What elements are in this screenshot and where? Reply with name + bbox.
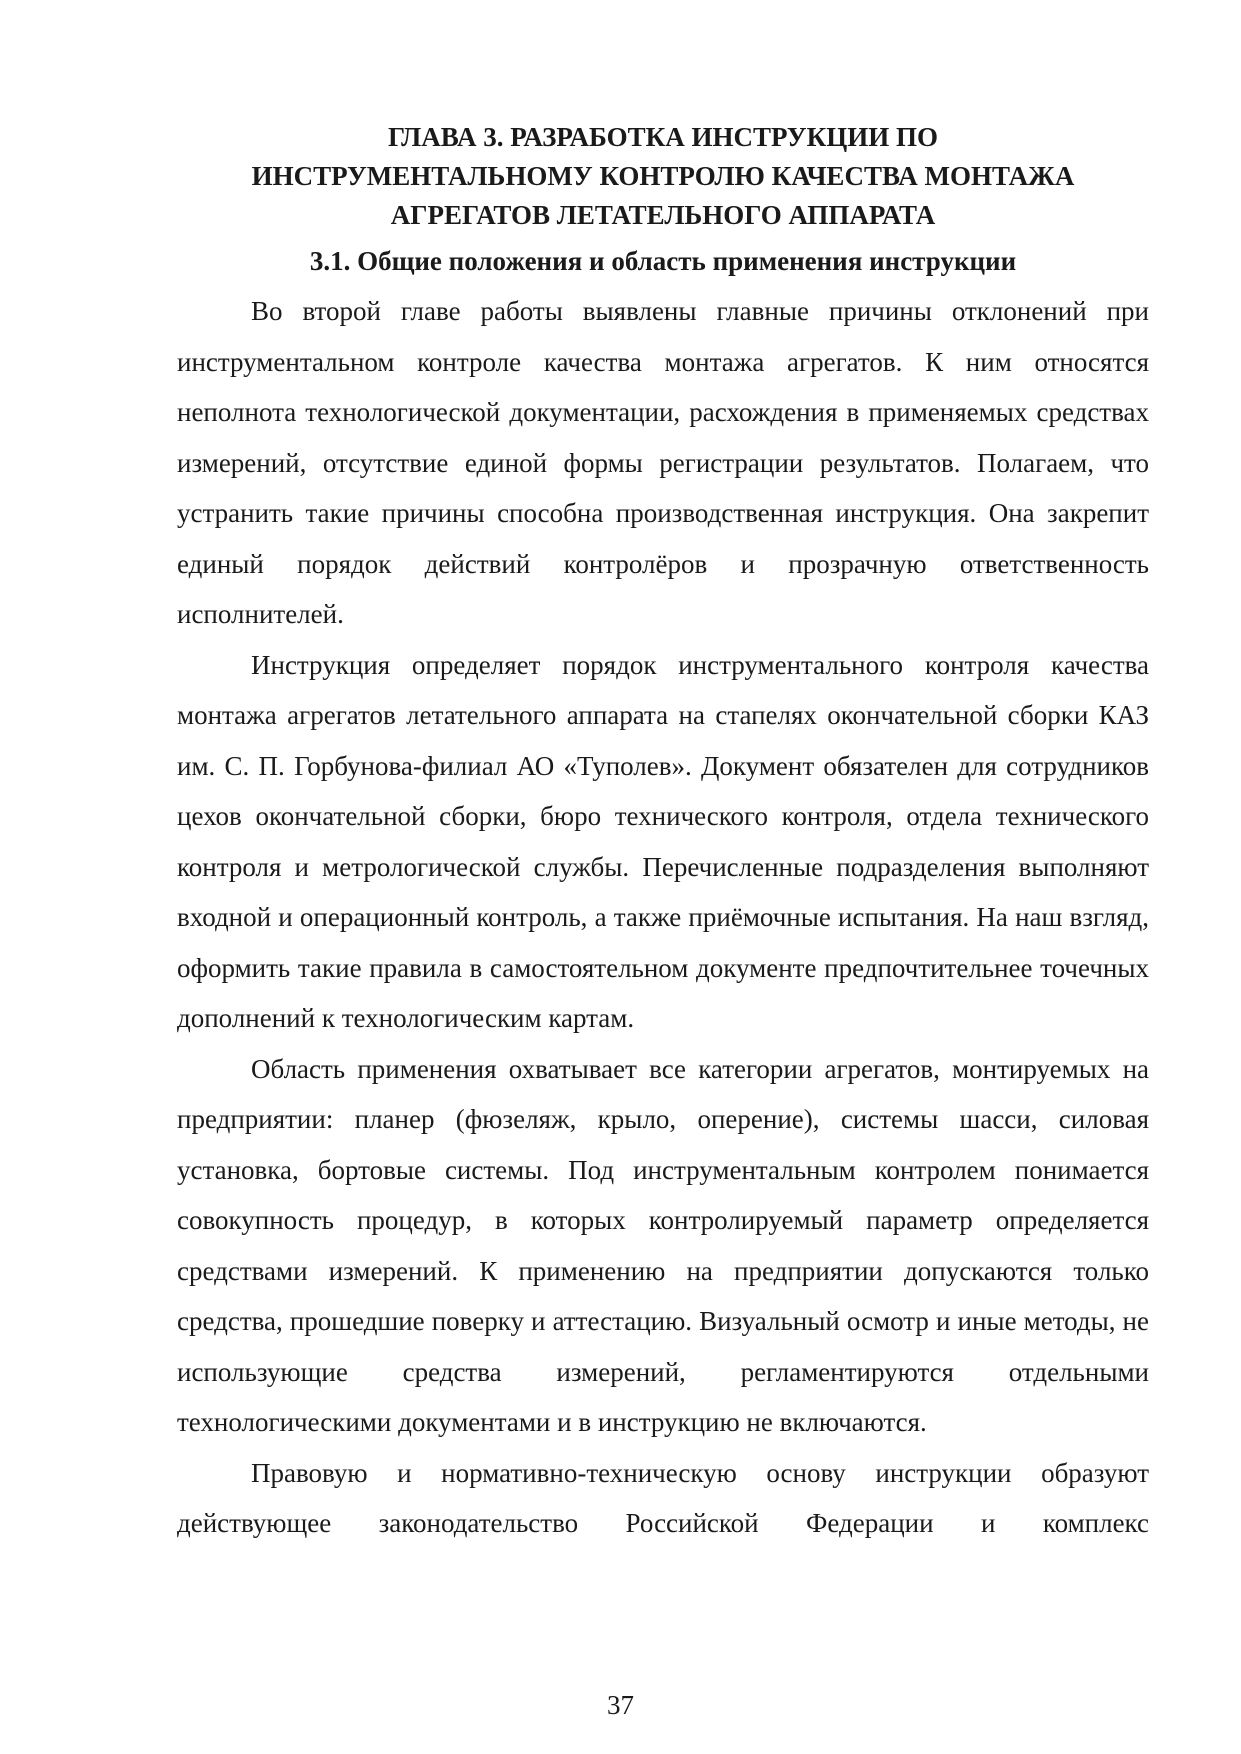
- chapter-title-line: АГРЕГАТОВ ЛЕТАТЕЛЬНОГО АППАРАТА: [390, 200, 936, 230]
- chapter-title-line: ИНСТРУМЕНТАЛЬНОМУ КОНТРОЛЮ КАЧЕСТВА МОНТАЖА: [251, 161, 1075, 191]
- page-number: 37: [607, 1690, 634, 1720]
- paragraph: Во второй главе работы выявлены главные причины отклонений при инструментальном контроле качества монтажа агрегатов. К ним относятся неполнота технологической документации, расхождения в применяемых средствах измерений, отсутствие единой формы регистрации результатов. Полагаем, что устранить такие причины способна производственная инструкция. Она закрепит единый порядок действий контролёров и прозрачную ответственность исполнителей.: [177, 296, 1149, 629]
- paragraph: Область применения охватывает все категории агрегатов, монтируемых на предприятии: планер (фюзеляж, крыло, оперение), системы шасси, силовая установка, бортовые системы. Под инструментальным контролем понимается совокупность процедур, в которых контролируемый параметр определяется средствами измерений. К применению на предприятии допускаются только средства, прошедшие поверку и аттестацию. Визуальный осмотр и иные методы, не использующие средства измерений, регламентируются отдельными технологическими документами и в инструкцию не включаются.: [177, 1053, 1149, 1437]
- paragraph-continued: Правовую и нормативно-техническую основу инструкции образуют действующее законодательство Российской Федерации и комплекс: [177, 1457, 1149, 1538]
- section-title: 3.1. Общие положения и область применения инструкции: [309, 246, 1017, 276]
- chapter-title: [177, 118, 1149, 235]
- paragraph: Инструкция определяет порядок инструментального контроля качества монтажа агрегатов летательного аппарата на стапелях окончательной сборки КАЗ им. С. П. Горбунова-филиал АО «Туполев». Документ обязателен для сотрудников цехов окончательной сборки, бюро технического контроля, отдела технического контроля и метрологической службы. Перечисленные подразделения выполняют входной и операционный контроль, а также приёмочные испытания. На наш взгляд, оформить такие правила в самостоятельном документе предпочтительнее точечных дополнений к технологическим картам.: [177, 649, 1149, 1033]
- body-text: [177, 286, 1149, 1549]
- chapter-title-line: ГЛАВА 3. РАЗРАБОТКА ИНСТРУКЦИИ ПО: [388, 122, 938, 152]
